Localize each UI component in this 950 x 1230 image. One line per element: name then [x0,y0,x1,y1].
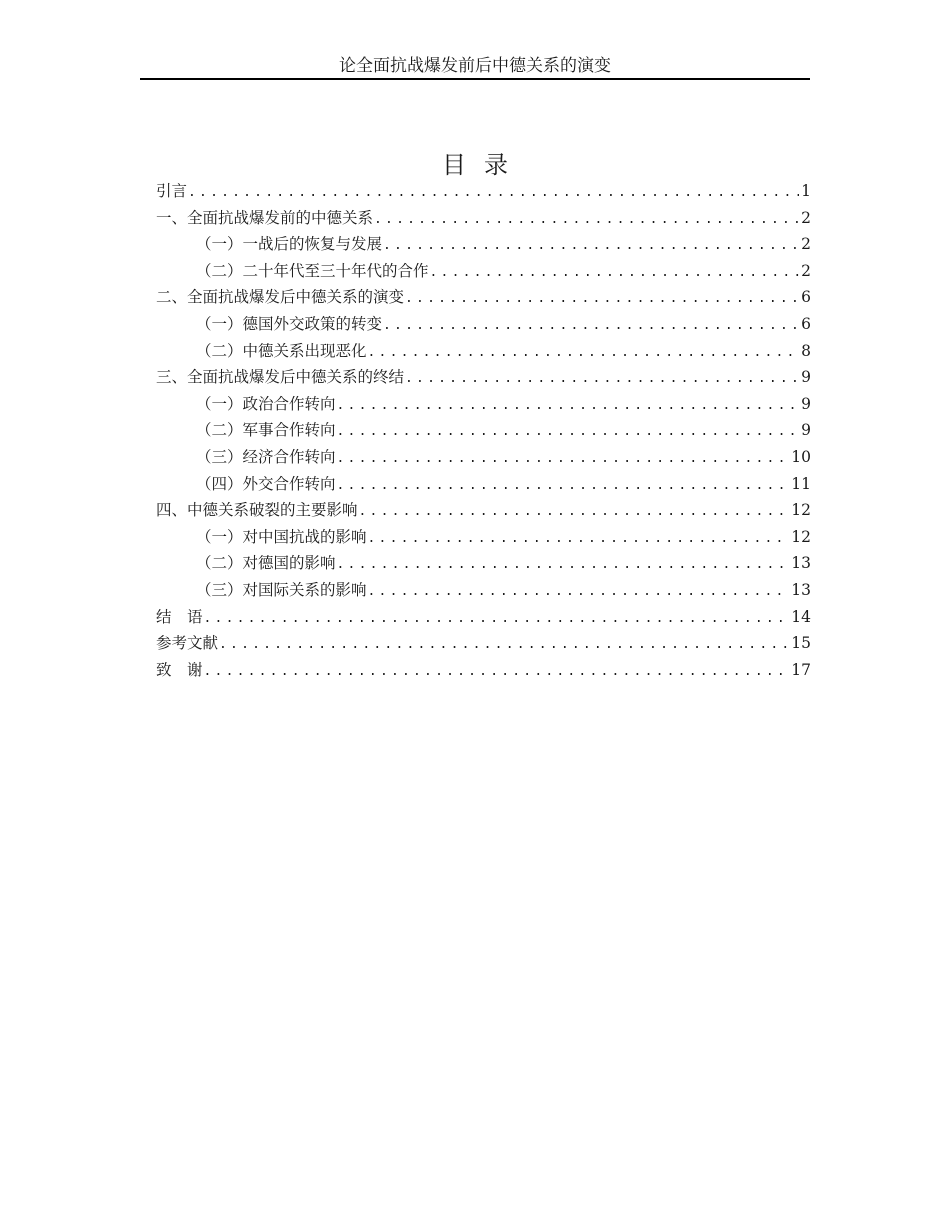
toc-dot-leader [382,313,799,340]
toc-entry[interactable] [156,205,811,232]
toc-entry[interactable] [156,471,811,498]
toc-dot-leader [367,526,790,553]
toc-entry-page-number: 9 [801,368,811,387]
toc-dot-leader [218,632,789,659]
toc-entry-page-number: 9 [801,394,811,413]
toc-entry-label: （二）中德关系出现恶化 [196,341,367,360]
toc-entry[interactable] [156,284,811,311]
toc-entry[interactable] [156,258,811,285]
toc-entry-page-number: 8 [801,341,811,360]
toc-entry-label: 四、中德关系破裂的主要影响 [156,501,358,520]
toc-entry[interactable] [156,604,811,631]
toc-entry[interactable] [156,657,811,684]
toc-dot-leader [336,393,800,420]
toc-entry-page-number: 12 [791,501,811,520]
toc-entry-page-number: 6 [801,314,811,333]
toc-entry-label: （一）对中国抗战的影响 [196,527,367,546]
toc-entry-page-number: 11 [791,474,811,493]
toc-dot-leader [336,552,790,579]
toc-entry[interactable] [156,577,811,604]
toc-list [156,178,811,683]
toc-entry-label: 致 谢 [156,660,203,679]
toc-dot-leader [336,446,790,473]
toc-entry[interactable] [156,311,811,338]
toc-dot-leader [203,606,790,633]
toc-entry-page-number: 13 [791,580,811,599]
toc-dot-leader [373,207,799,234]
toc-entry[interactable] [156,338,811,365]
toc-entry-page-number: 14 [791,607,811,626]
toc-entry-page-number: 2 [801,261,811,280]
toc-dot-leader [367,579,790,606]
toc-entry-label: （二）二十年代至三十年代的合作 [196,261,429,280]
toc-dot-leader [336,473,790,500]
toc-dot-leader [203,659,790,686]
toc-entry-page-number: 9 [801,421,811,440]
toc-entry-page-number: 6 [801,288,811,307]
toc-entry-label: 三、全面抗战爆发后中德关系的终结 [156,368,405,387]
toc-entry[interactable] [156,444,811,471]
toc-entry-page-number: 13 [791,554,811,573]
toc-dot-leader [429,260,800,287]
toc-entry-page-number: 12 [791,527,811,546]
toc-dot-leader [187,180,799,207]
running-header [140,54,810,80]
toc-entry-label: （一）政治合作转向 [196,394,336,413]
toc-entry[interactable] [156,524,811,551]
toc-entry-label: （二）军事合作转向 [196,421,336,440]
toc-entry[interactable] [156,630,811,657]
toc-entry-page-number: 1 [801,182,811,200]
toc-title: 目录 [442,151,526,179]
toc-dot-leader [358,499,790,526]
toc-entry[interactable] [156,391,811,418]
toc-dot-leader [382,233,799,260]
toc-entry-label: （二）对德国的影响 [196,554,336,573]
toc-entry-label: 一、全面抗战爆发前的中德关系 [156,208,374,227]
toc-entry[interactable] [156,417,811,444]
toc-dot-leader [404,286,799,313]
toc-entry-label: 参考文献 [156,634,219,653]
running-header-title: 论全面抗战爆发前后中德关系的演变 [339,56,611,76]
toc-entry[interactable] [156,550,811,577]
toc-dot-leader [336,419,800,446]
toc-entry-page-number: 10 [791,447,811,466]
toc-dot-leader [404,366,799,393]
toc-entry-label: 二、全面抗战爆发后中德关系的演变 [156,288,405,307]
toc-entry[interactable] [156,178,811,205]
toc-entry-page-number: 2 [801,208,811,227]
toc-entry[interactable] [156,497,811,524]
toc-entry-label: （一）德国外交政策的转变 [196,314,383,333]
toc-entry-label: （三）对国际关系的影响 [196,580,367,599]
toc-entry[interactable] [156,231,811,258]
toc-dot-leader [367,340,800,367]
toc-entry-label: （四）外交合作转向 [196,474,336,493]
toc-entry-page-number: 17 [791,660,811,679]
toc-entry-page-number: 15 [791,634,811,653]
toc-entry-label: 引言 [156,182,188,200]
toc-entry[interactable] [156,364,811,391]
toc-entry-label: （一）一战后的恢复与发展 [196,235,383,254]
toc-entry-label: （三）经济合作转向 [196,447,336,466]
toc-entry-label: 结 语 [156,607,203,626]
toc-entry-page-number: 2 [801,235,811,254]
